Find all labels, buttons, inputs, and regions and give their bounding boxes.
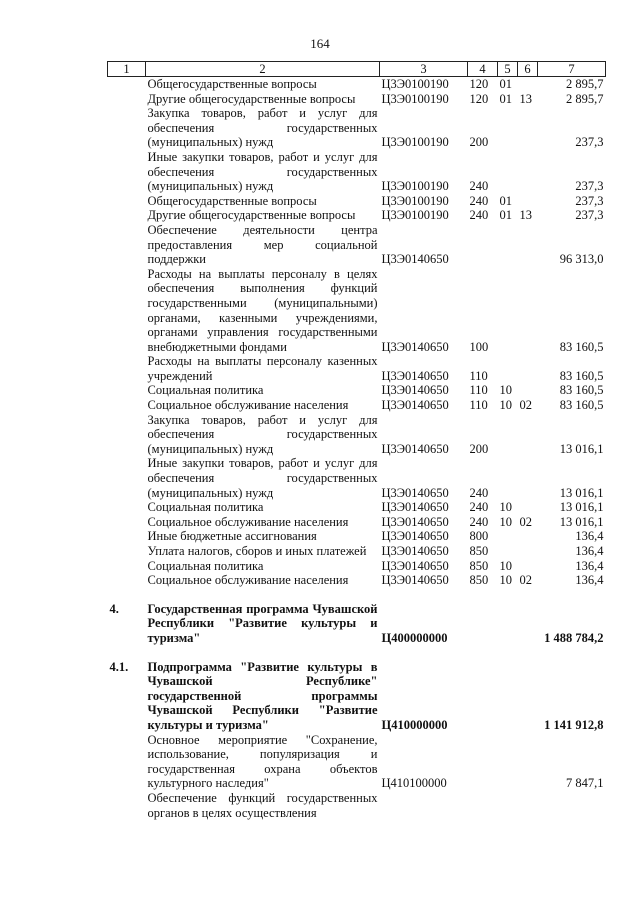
row-name: Закупка товаров, работ и услуг для обеспечения государственных (муниципальных) нужд: [147, 412, 378, 456]
table-row: [108, 92, 606, 107]
row-name: Общегосударственные вопросы: [147, 77, 317, 91]
row-section: 01: [499, 77, 512, 91]
row-amount: 136,4: [575, 558, 604, 573]
row-name: Закупка товаров, работ и услуг для обеспечения государственных (муниципальных) нужд: [147, 106, 378, 150]
row-section: 10: [499, 573, 512, 588]
row-amount: 83 160,5: [559, 339, 604, 354]
row-amount: 2 895,7: [566, 91, 604, 106]
row-amount: 237,3: [575, 135, 604, 150]
row-kvr: 240: [469, 500, 489, 515]
table-row: [108, 791, 606, 820]
row-code: Ц3Э0100190: [381, 208, 449, 223]
row-subsection: [518, 223, 538, 267]
table-row: [108, 500, 606, 515]
row-kvr: [468, 223, 498, 267]
row-kvr: 200: [469, 441, 489, 456]
row-kvr: 110: [469, 368, 488, 383]
row-kvr: 240: [469, 179, 489, 194]
row-subsection: [518, 267, 538, 355]
row-kvr: 240: [469, 485, 489, 500]
row-subsection: [518, 413, 538, 457]
column-header: 6: [518, 62, 538, 77]
row-name: Иные закупки товаров, работ и услуг для обеспечения государственных (муниципальных) нужд: [147, 149, 378, 194]
row-section: [498, 529, 518, 544]
row-kvr: 200: [469, 135, 489, 150]
row-name: Социальное обслуживание населения: [147, 573, 349, 588]
program-row: [108, 602, 606, 646]
row-kvr: 850: [469, 544, 489, 558]
column-header: 5: [498, 62, 518, 77]
row-subsection: [518, 77, 538, 92]
table-row: [108, 223, 606, 267]
row-code: Ц3Э0140650: [381, 573, 449, 588]
row-section: 10: [499, 514, 512, 529]
table-row: [108, 733, 606, 791]
row-section: 10: [499, 558, 512, 573]
row-code: Ц3Э0100190: [381, 77, 449, 91]
row-kvr: 850: [469, 573, 489, 588]
row-kvr: 110: [469, 383, 488, 398]
row-name: Другие общегосударственные вопросы: [147, 91, 356, 106]
row-amount: 96 313,0: [559, 252, 604, 267]
row-name: Обеспечение функций государственных органов в целях осуществления: [147, 790, 378, 820]
row-name: Расходы на выплаты персоналу казенных учреждений: [147, 354, 378, 383]
row-section: [498, 150, 518, 194]
row-name: Социальная политика: [147, 383, 264, 398]
row-name: Другие общегосударственные вопросы: [147, 208, 356, 223]
row-name: Социальное обслуживание населения: [147, 398, 349, 413]
table-row: [108, 150, 606, 194]
row-name: Иные бюджетные ассигнования: [147, 529, 317, 544]
row-number: 4.: [109, 601, 119, 616]
row-kvr: 800: [469, 529, 489, 544]
row-name: Расходы на выплаты персоналу в целях обеспечения выполнения функций государственными (муниципальными) органами, казенными учреждениями, органами управления государственными внебюджетными фондами: [147, 266, 378, 354]
column-header: 3: [380, 62, 468, 77]
row-subsection: 02: [519, 573, 532, 588]
row-section: [498, 267, 518, 355]
table-row: [108, 354, 606, 383]
row-amount: 136,4: [575, 529, 604, 544]
row-name: Уплата налогов, сборов и иных платежей: [147, 544, 367, 558]
row-subsection: 13: [519, 91, 532, 106]
row-section: 10: [499, 500, 512, 515]
row-subsection: [518, 544, 538, 559]
row-subsection: [518, 559, 538, 574]
row-code: Ц3Э0100190: [381, 135, 449, 150]
table-row: [108, 106, 606, 150]
row-code: Ц3Э0140650: [381, 514, 449, 529]
budget-table: [107, 61, 606, 820]
row-name: Иные закупки товаров, работ и услуг для обеспечения государственных (муниципальных) нужд: [147, 456, 378, 500]
row-amount: 136,4: [575, 573, 604, 588]
row-name: Основное мероприятие "Сохранение, использование, популяризация и государственная охрана объектов культурного наследия": [147, 732, 378, 791]
column-header: 4: [468, 62, 498, 77]
subprogram-code: Ц410000000: [381, 717, 448, 732]
table-row: [108, 194, 606, 209]
row-amount: 136,4: [575, 544, 604, 558]
row-code: Ц3Э0100190: [381, 91, 449, 106]
row-amount: 13 016,1: [559, 441, 604, 456]
column-header: 2: [146, 62, 380, 77]
row-code: Ц3Э0140650: [381, 339, 449, 354]
row-amount: 237,3: [575, 179, 604, 194]
row-amount: 13 016,1: [559, 514, 604, 529]
row-kvr: 240: [469, 514, 489, 529]
table-row: [108, 559, 606, 574]
row-code: Ц3Э0140650: [381, 252, 449, 267]
subprogram-amount: 1 141 912,8: [544, 717, 604, 732]
column-header: 1: [108, 62, 146, 77]
row-number: 4.1.: [109, 659, 129, 674]
table-row: [108, 573, 606, 588]
row-name: Социальная политика: [147, 500, 264, 515]
row-amount: 13 016,1: [559, 500, 604, 515]
row-kvr: 120: [469, 77, 489, 91]
row-code: Ц3Э0140650: [381, 383, 449, 398]
row-subsection: 13: [519, 208, 532, 223]
row-section: [498, 413, 518, 457]
row-kvr: 100: [469, 339, 489, 354]
row-section: [498, 544, 518, 559]
row-subsection: [518, 194, 538, 209]
row-amount: 237,3: [575, 193, 604, 208]
row-code: Ц3Э0100190: [381, 179, 449, 194]
program-code: Ц400000000: [381, 630, 448, 645]
table-row: [108, 267, 606, 355]
row-code: Ц3Э0140650: [381, 398, 449, 413]
row-section: 01: [499, 208, 512, 223]
row-amount: 7 847,1: [566, 776, 604, 791]
row-subsection: [518, 500, 538, 515]
row-section: 01: [499, 91, 512, 106]
row-section: [498, 354, 518, 383]
column-header: 7: [538, 62, 606, 77]
row-kvr: 110: [469, 398, 488, 413]
page-number: 164: [310, 36, 330, 51]
table-row: [108, 515, 606, 530]
row-section: [498, 456, 518, 500]
row-subsection: 02: [519, 398, 532, 413]
row-subsection: [518, 529, 538, 544]
program-name: Государственная программа Чувашской Республики "Развитие культуры и туризма": [147, 601, 378, 645]
program-amount: 1 488 784,2: [544, 630, 604, 645]
table-body: [108, 77, 606, 821]
row-subsection: [518, 456, 538, 500]
row-kvr: 120: [469, 91, 489, 106]
row-amount: 83 160,5: [559, 368, 604, 383]
row-amount: 2 895,7: [566, 77, 604, 91]
table-row: [108, 398, 606, 413]
row-section: 10: [499, 383, 512, 398]
row-code: Ц3Э0100190: [381, 193, 449, 208]
row-code: Ц3Э0140650: [381, 544, 449, 558]
row-name: Обеспечение деятельности центра предоставления мер социальной поддержки: [147, 222, 378, 267]
row-amount: 13 016,1: [559, 485, 604, 500]
row-subsection: [518, 106, 538, 150]
row-amount: 83 160,5: [559, 398, 604, 413]
row-code: Ц3Э0140650: [381, 485, 449, 500]
row-section: [498, 106, 518, 150]
row-amount: 83 160,5: [559, 383, 604, 398]
row-subsection: [518, 354, 538, 383]
row-amount: 237,3: [575, 208, 604, 223]
row-name: Социальное обслуживание населения: [147, 514, 349, 529]
row-subsection: [518, 383, 538, 398]
subprogram-row: [108, 660, 606, 733]
row-section: 10: [499, 398, 512, 413]
table-row: [108, 77, 606, 92]
row-subsection: [518, 150, 538, 194]
row-code: Ц410100000: [381, 776, 447, 791]
row-kvr: 240: [469, 193, 489, 208]
table-row: [108, 208, 606, 223]
row-name: Общегосударственные вопросы: [147, 193, 317, 208]
row-kvr: 240: [469, 208, 489, 223]
table-row: [108, 383, 606, 398]
row-code: Ц3Э0140650: [381, 558, 449, 573]
table-row: [108, 456, 606, 500]
table-row: [108, 544, 606, 559]
row-code: Ц3Э0140650: [381, 529, 449, 544]
table-row: [108, 413, 606, 457]
row-kvr: 850: [469, 558, 489, 573]
table-row: [108, 529, 606, 544]
row-subsection: 02: [519, 514, 532, 529]
row-section: 01: [499, 193, 512, 208]
row-name: Социальная политика: [147, 558, 264, 573]
row-code: Ц3Э0140650: [381, 500, 449, 515]
subprogram-name: Подпрограмма "Развитие культуры в Чувашской Республике" государственной программы Чувашской Республики "Развитие культуры и туризма": [147, 659, 378, 732]
table-header-row: [108, 62, 606, 77]
row-code: Ц3Э0140650: [381, 441, 449, 456]
row-code: Ц3Э0140650: [381, 368, 449, 383]
row-section: [498, 223, 518, 267]
